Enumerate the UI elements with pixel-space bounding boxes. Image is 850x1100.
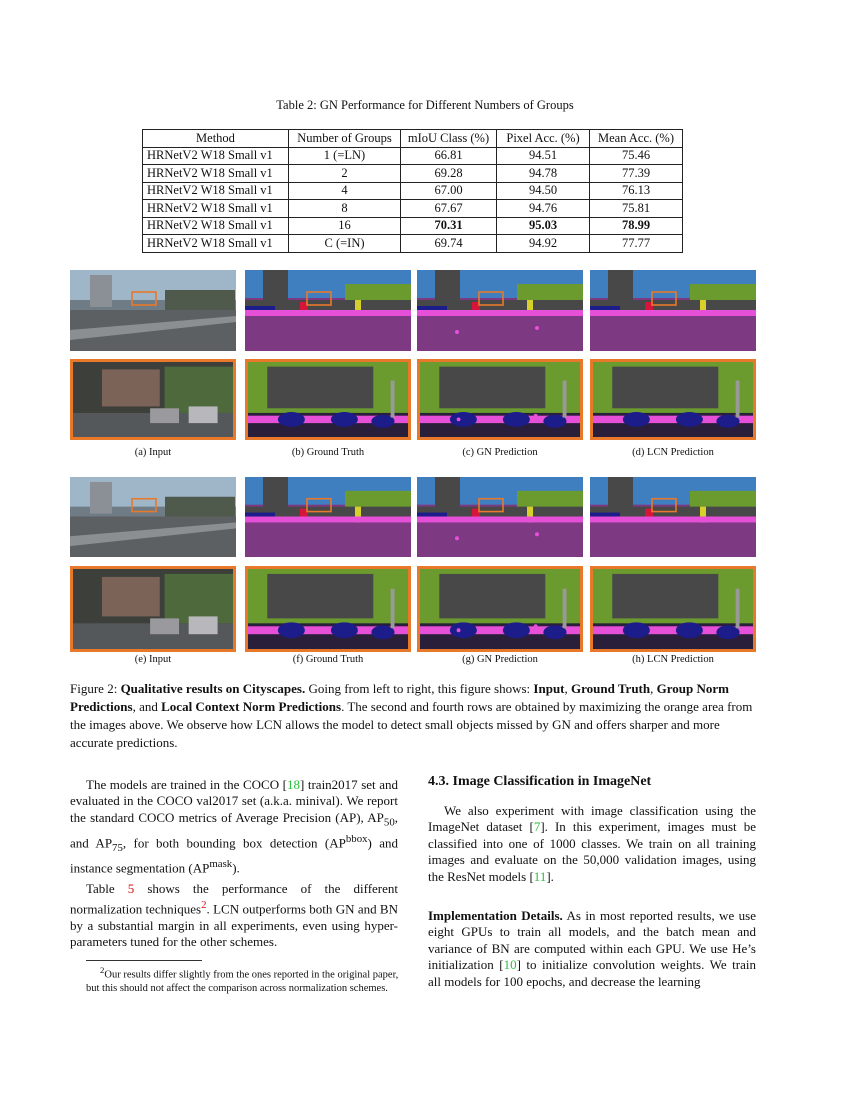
method-cell: HRNetV2 W18 Small v1 (143, 200, 289, 218)
subfigure-label: (b) Ground Truth (291, 447, 365, 458)
table-header-cell: Method (143, 130, 289, 148)
table-row (143, 182, 683, 200)
figure-caption-term: Ground Truth (571, 681, 651, 696)
figure-caption-term: Group Norm Predictions (70, 681, 729, 714)
superscript: bbox (345, 832, 368, 845)
figure-caption-text: , (650, 681, 657, 696)
value-cell: 8 (289, 200, 401, 218)
value-cell: 16 (289, 217, 401, 235)
table-row (143, 165, 683, 183)
citation-link[interactable]: 18 (286, 777, 300, 792)
method-cell: HRNetV2 W18 Small v1 (143, 217, 289, 235)
figure-caption (70, 680, 760, 752)
gn-prediction-panel (417, 477, 583, 557)
value-cell: 75.81 (590, 200, 683, 218)
value-cell: 94.92 (497, 235, 590, 253)
footnote-mark: 2 (100, 965, 105, 975)
text-span: shows the performance of the different normalization techniques (70, 880, 399, 917)
value-cell: 4 (289, 182, 401, 200)
superscript: mask (209, 858, 233, 871)
table-header-cell: Pixel Acc. (%) (497, 130, 590, 148)
lcn-prediction-zoom-panel (590, 359, 756, 440)
table-header-cell: mIoU Class (%) (401, 130, 497, 148)
gn-prediction-zoom-panel (417, 359, 583, 440)
figure-caption-term: Local Context Norm Predictions (161, 699, 342, 714)
value-cell: 66.81 (401, 147, 497, 165)
ground-truth-zoom-panel (245, 566, 411, 652)
input-panel (70, 477, 236, 557)
table-header-row (143, 130, 683, 148)
value-cell: 94.51 (497, 147, 590, 165)
subfigure-label: (c) GN Prediction (462, 447, 538, 458)
figure-caption-term: Input (533, 681, 565, 696)
value-cell: 67.00 (401, 182, 497, 200)
text-span: ). (232, 860, 240, 876)
value-cell: 76.13 (590, 182, 683, 200)
figure-caption-text: Going from left to right, this figure shows: (305, 681, 534, 696)
method-cell: HRNetV2 W18 Small v1 (143, 165, 289, 183)
subfigure-label: (e) Input (134, 654, 172, 665)
table-header-cell: Mean Acc. (%) (590, 130, 683, 148)
gn-prediction-zoom-panel (417, 566, 583, 652)
figure-caption-text: , (564, 681, 571, 696)
text-span: , for both bounding box detection (AP (122, 835, 346, 851)
text-span: ] to initialize convolution weights. We train all models for 100 epochs, and decrease the learning (428, 957, 756, 989)
right-paragraph-2 (428, 908, 756, 990)
value-cell: 67.67 (401, 200, 497, 218)
value-cell: 77.77 (590, 235, 683, 253)
table-row (143, 147, 683, 165)
figure-caption-title: Qualitative results on Cityscapes. (120, 681, 306, 696)
table-row (143, 217, 683, 235)
left-column (70, 777, 398, 951)
text-span: We also experiment with image classification using the ImageNet dataset [ (428, 803, 756, 835)
section-heading: 4.3. Image Classification in ImageNet (428, 774, 652, 789)
text-span: . LCN outperforms both GN and BN by a substantial margin in all experiments, even using hyper-parameters tuned for the other schemes. (70, 901, 398, 950)
input-zoom-panel (70, 359, 236, 440)
value-cell: 69.74 (401, 235, 497, 253)
value-cell: 94.50 (497, 182, 590, 200)
value-cell: 94.78 (497, 165, 590, 183)
value-cell: 77.39 (590, 165, 683, 183)
left-paragraph-1 (70, 777, 398, 877)
ground-truth-panel (245, 270, 411, 351)
lcn-prediction-panel (590, 270, 756, 351)
table-caption: Table 2: GN Performance for Different Numbers of Groups (276, 98, 574, 112)
text-span: ]. (546, 868, 554, 884)
right-paragraph-1 (428, 803, 756, 885)
value-cell: 78.99 (590, 217, 683, 235)
table-row (143, 235, 683, 253)
text-span: The models are trained in the COCO [ (86, 777, 287, 792)
figure-caption-text: . The second and fourth rows are obtained by maximizing the orange area from the images above. We observe how LCN allows the model to detect small objects missed by GN and offers sharper and more accurate predictions. (70, 699, 753, 750)
ground-truth-panel (245, 477, 411, 557)
table-header-cell: Number of Groups (289, 130, 401, 148)
text-span: ) and instance segmentation (AP (70, 835, 398, 876)
text-span: , and AP (70, 809, 398, 851)
subfigure-label: (h) LCN Prediction (632, 654, 714, 665)
left-paragraph-2 (70, 881, 398, 951)
right-column (428, 803, 756, 990)
value-cell: 70.31 (401, 217, 497, 235)
footnote-rule (86, 960, 202, 961)
subscript: 75 (112, 841, 123, 854)
citation-link[interactable]: 7 (533, 819, 541, 835)
input-zoom-panel (70, 566, 236, 652)
method-cell: HRNetV2 W18 Small v1 (143, 147, 289, 165)
subfigure-label: (g) GN Prediction (462, 654, 538, 665)
value-cell: 94.76 (497, 200, 590, 218)
figure-caption-text: , and (132, 699, 162, 714)
method-cell: HRNetV2 W18 Small v1 (143, 182, 289, 200)
footnote (86, 964, 402, 995)
gn-performance-table (142, 129, 683, 253)
subfigure-label: (a) Input (134, 447, 172, 458)
text-span: ] train2017 set and evaluated in the COCO val2017 set (a.k.a. minival). We report the standard COCO metrics of Average Precision (AP), AP (70, 777, 398, 825)
table-body (143, 147, 683, 252)
method-cell: HRNetV2 W18 Small v1 (143, 235, 289, 253)
value-cell: 1 (=LN) (289, 147, 401, 165)
lcn-prediction-zoom-panel (590, 566, 756, 652)
figure-caption-prefix: Figure 2: (70, 681, 121, 696)
subfigure-label: (f) Ground Truth (292, 654, 364, 665)
value-cell: 2 (289, 165, 401, 183)
paragraph-heading: Implementation Details. (428, 908, 563, 924)
value-cell: 69.28 (401, 165, 497, 183)
citation-link[interactable]: 11 (533, 868, 547, 884)
value-cell: 75.46 (590, 147, 683, 165)
citation-link[interactable]: 10 (503, 957, 517, 973)
value-cell: C (=IN) (289, 235, 401, 253)
text-span: ]. In this experiment, images must be classified into one of 1000 classes. We train on all training images and evaluate on the 50,000 validation images, using the ResNet models [ (428, 819, 756, 884)
subscript: 50 (383, 816, 395, 829)
subfigure-label: (d) LCN Prediction (632, 447, 714, 458)
gn-prediction-panel (417, 270, 583, 351)
footnote-link[interactable]: 2 (201, 899, 207, 912)
lcn-prediction-panel (590, 477, 756, 557)
footnote-text: Our results differ slightly from the ones reported in the original paper, but this should not affect the comparison across normalization schemes. (86, 969, 399, 994)
text-span: As in most reported results, we use eight GPUs to train all models, and the batch mean and variance of BN are computed within each GPU. We use He’s initialization [ (428, 908, 756, 973)
text-span: Table (86, 880, 128, 896)
value-cell: 95.03 (497, 217, 590, 235)
table-row (143, 200, 683, 218)
input-panel (70, 270, 236, 351)
ground-truth-zoom-panel (245, 359, 411, 440)
table-ref-link[interactable]: 5 (127, 880, 135, 896)
